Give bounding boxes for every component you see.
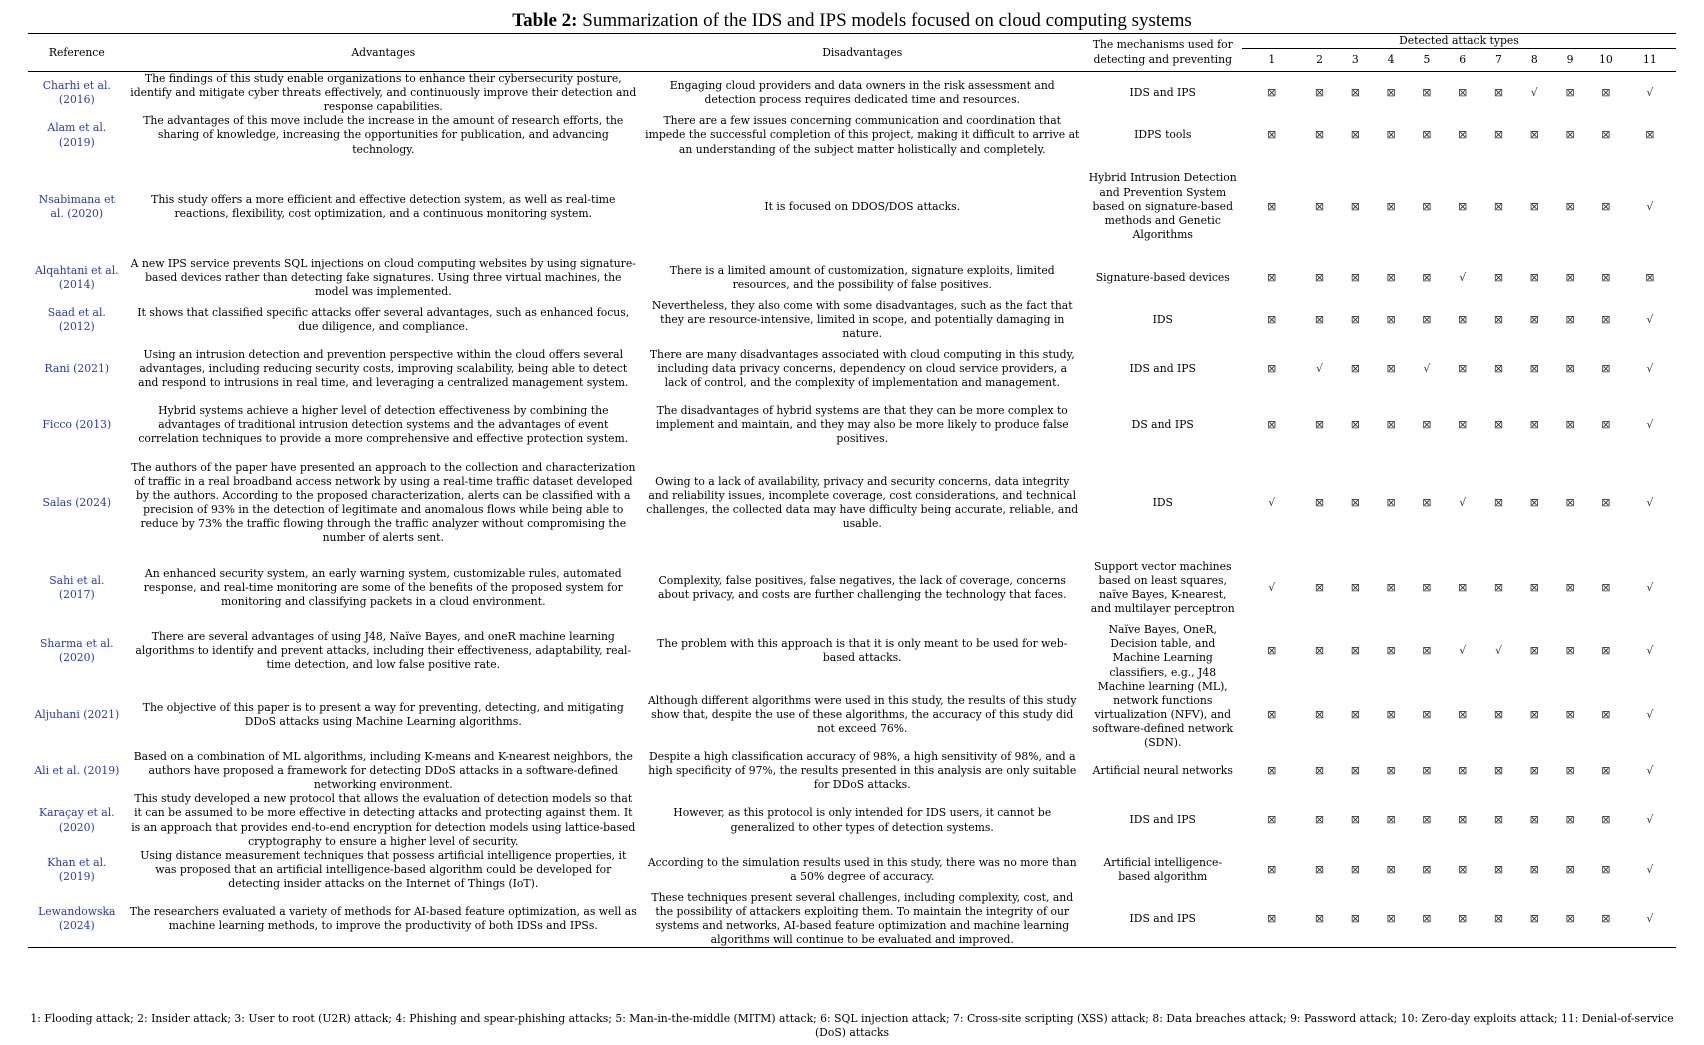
table-label: Table 2:	[512, 10, 578, 31]
header-attack-1: 1	[1242, 49, 1302, 72]
table-row	[28, 792, 1676, 848]
not-detected-box-mark: ⊠	[1601, 199, 1611, 213]
not-detected-box-mark: ⊠	[1565, 362, 1575, 376]
table-row	[28, 891, 1676, 948]
not-detected-box-mark: ⊠	[1314, 764, 1325, 778]
disadvantages-cell: There are a few issues concerning communication and coordination that impede the successful completion of this project, making it difficult to arrive at an understanding of the subject matter holistically and completely.	[645, 114, 1080, 156]
not-detected-box-mark: ⊠	[1422, 862, 1432, 876]
advantages-cell: The researchers evaluated a variety of methods for AI-based feature optimization, as well as machine learning methods, to improve the productivity of both IDSs and IPSs.	[126, 891, 641, 948]
not-detected-box-mark: ⊠	[1529, 862, 1539, 876]
not-detected-box-mark: ⊠	[1350, 496, 1360, 510]
not-detected-box-mark: ⊠	[1386, 581, 1396, 595]
not-detected-box-mark: ⊠	[1565, 764, 1575, 778]
not-detected-box-mark: ⊠	[1267, 644, 1277, 658]
not-detected-box-mark: ⊠	[1601, 128, 1611, 142]
advantages-cell: Hybrid systems achieve a higher level of detection effectiveness by combining the advantages of traditional intrusion detection systems and the advantages of event correlation techniques to provide a more comprehensive and effective protection system.	[138, 404, 629, 446]
not-detected-box-mark: ⊠	[1529, 764, 1539, 778]
not-detected-box-mark: ⊠	[1314, 418, 1325, 432]
not-detected-box-mark: ⊠	[1565, 86, 1575, 100]
not-detected-box-mark: ⊠	[1565, 199, 1575, 213]
advantages-cell: This study developed a new protocol that allows the evaluation of detection models so that it can be assumed to be more effective in detecting attacks and protecting against them. It is an approach that provides end-to-end encryption for detection models using lattice-based cryptography to ensure a higher level of security.	[131, 792, 636, 848]
advantages-cell: A new IPS service prevents SQL injections on cloud computing websites by using signature-based devices rather than detecting fake signatures. Using three virtual machines, the model was implemented.	[130, 256, 636, 298]
not-detected-box-mark: ⊠	[1458, 813, 1468, 827]
table-caption	[0, 10, 1704, 32]
not-detected-box-mark: ⊠	[1350, 644, 1360, 658]
not-detected-box-mark: ⊠	[1565, 496, 1575, 510]
not-detected-box-mark: ⊠	[1314, 313, 1325, 327]
not-detected-box-mark: ⊠	[1601, 86, 1611, 100]
not-detected-box-mark: ⊠	[1601, 270, 1611, 284]
disadvantages-cell: The problem with this approach is that it is only meant to be used for web-based attacks.	[657, 637, 1068, 665]
table-legend: 1: Flooding attack; 2: Insider attack; 3: User to root (U2R) attack; 4: Phishing and spear-phishing attacks; 5: Man-in-the-middle (MITM) attack; 6: SQL injection attack; 7: Cross-site scripting (XSS) attack; 8: Data breaches attack; 9: Password attack; 10: Zero-day exploits attack; 11: Denial-of-service (DoS) attacks	[30, 1012, 1674, 1039]
not-detected-box-mark: ⊠	[1493, 813, 1504, 827]
detected-check-mark: √	[1646, 644, 1654, 658]
reference-cell: Charhi et al. (2016)	[42, 79, 111, 107]
advantages-cell: There are several advantages of using J48, Naïve Bayes, and oneR machine learning algorithms to identify and prevent attacks, including their effectiveness, adaptability, real-time detection, and low false positive rate.	[135, 630, 632, 672]
disadvantages-cell: There are many disadvantages associated with cloud computing in this study, including data privacy concerns, dependency on cloud service providers, a lack of control, and the complexity of implementation and management.	[649, 348, 1075, 390]
detected-check-mark: √	[1624, 891, 1676, 948]
not-detected-box-mark: ⊠	[1565, 707, 1575, 721]
not-detected-box-mark: ⊠	[1386, 862, 1396, 876]
detected-check-mark: √	[1459, 270, 1467, 284]
detected-check-mark: √	[1646, 813, 1654, 827]
not-detected-box-mark: ⊠	[1267, 418, 1277, 432]
table-row	[28, 680, 1676, 750]
header-attack-4: 4	[1373, 49, 1409, 72]
not-detected-box-mark: ⊠	[1267, 86, 1277, 100]
not-detected-box-mark: ⊠	[1422, 764, 1432, 778]
mechanism-cell: Naïve Bayes, OneR, Decision table, and Machine Learning classifiers, e.g., J48	[1108, 623, 1217, 679]
table-row	[28, 157, 1676, 257]
disadvantages-cell: There is a limited amount of customization, signature exploits, limited resources, and the possibility of false positives.	[669, 263, 1055, 291]
not-detected-box-mark: ⊠	[1267, 362, 1277, 376]
not-detected-box-mark: ⊠	[1350, 128, 1360, 142]
not-detected-box-mark: ⊠	[1493, 707, 1504, 721]
not-detected-box-mark: ⊠	[1422, 496, 1432, 510]
not-detected-box-mark: ⊠	[1458, 128, 1468, 142]
not-detected-box-mark: ⊠	[1422, 86, 1432, 100]
not-detected-box-mark: ⊠	[1601, 764, 1611, 778]
disadvantages-cell: Complexity, false positives, false negatives, the lack of coverage, concerns about privacy, and costs are further challenging the technology that faces.	[657, 574, 1067, 602]
header-reference: Reference	[28, 34, 126, 72]
advantages-cell: It shows that classified specific attacks offer several advantages, such as enhanced focus, due diligence, and compliance.	[137, 305, 630, 334]
disadvantages-cell: It is focused on DDOS/DOS attacks.	[764, 199, 961, 213]
not-detected-box-mark: ⊠	[1267, 707, 1277, 721]
detected-check-mark: √	[1268, 496, 1276, 510]
detected-check-mark: √	[1646, 313, 1654, 327]
header-attack-10: 10	[1588, 49, 1624, 72]
header-attack-5: 5	[1409, 49, 1445, 72]
not-detected-box-mark: ⊠	[1267, 270, 1277, 284]
reference-cell: Sahi et al. (2017)	[49, 574, 105, 602]
detected-check-mark: √	[1316, 362, 1324, 376]
not-detected-box-mark: ⊠	[1458, 86, 1468, 100]
not-detected-box-mark: ⊠	[1565, 128, 1575, 142]
not-detected-box-mark: ⊠	[1565, 862, 1575, 876]
not-detected-box-mark: ⊠	[1314, 496, 1325, 510]
header-attack-9: 9	[1552, 49, 1588, 72]
not-detected-box-mark: ⊠	[1422, 270, 1432, 284]
mechanism-cell: Support vector machines based on least squares, naïve Bayes, K-nearest, and multilayer perceptron	[1090, 560, 1235, 616]
mechanism-cell: IDS and IPS	[1084, 891, 1242, 948]
not-detected-box-mark: ⊠	[1493, 313, 1504, 327]
not-detected-box-mark: ⊠	[1493, 418, 1504, 432]
detected-check-mark: √	[1268, 581, 1276, 595]
not-detected-box-mark: ⊠	[1458, 862, 1468, 876]
not-detected-box-mark: ⊠	[1350, 86, 1360, 100]
not-detected-box-mark: ⊠	[1386, 362, 1396, 376]
reference-cell: Ali et al. (2019)	[34, 764, 120, 778]
not-detected-box-mark: ⊠	[1493, 862, 1504, 876]
advantages-cell: Based on a combination of ML algorithms, including K-means and K-nearest neighbors, the authors have proposed a framework for detecting DDoS attacks in a software-defined networking environment.	[133, 750, 633, 792]
table-row	[28, 114, 1676, 156]
not-detected-box-mark: ⊠	[1458, 581, 1468, 595]
not-detected-box-mark: ⊠	[1529, 313, 1539, 327]
advantages-cell: An enhanced security system, an early warning system, customizable rules, automated response, and real-time monitoring are some of the benefits of the proposed system for monitoring and classifying packets in a cloud environment.	[143, 567, 623, 609]
not-detected-box-mark: ⊠	[1601, 644, 1611, 658]
not-detected-box-mark: ⊠	[1386, 128, 1396, 142]
table-title: Summarization of the IDS and IPS models focused on cloud computing systems	[577, 10, 1192, 31]
not-detected-box-mark: ⊠	[1350, 581, 1360, 595]
mechanism-cell: IDS	[1152, 496, 1173, 510]
detected-check-mark: √	[1646, 581, 1654, 595]
not-detected-box-mark: ⊠	[1409, 891, 1445, 948]
detected-check-mark: √	[1646, 862, 1654, 876]
detected-check-mark: √	[1646, 764, 1654, 778]
not-detected-box-mark: ⊠	[1493, 86, 1504, 100]
disadvantages-cell: Despite a high classification accuracy of 98%, a high sensitivity of 98%, and a high specificity of 97%, the results presented in this analysis are only suitable for DDoS attacks.	[648, 750, 1077, 792]
not-detected-box-mark: ⊠	[1267, 313, 1277, 327]
not-detected-box-mark: ⊠	[1422, 313, 1432, 327]
disadvantages-cell: Nevertheless, they also come with some disadvantages, such as the fact that they are resource-intensive, limited in scope, and potentially damaging in nature.	[651, 298, 1073, 341]
not-detected-box-mark: ⊠	[1314, 644, 1325, 658]
table-row	[28, 299, 1676, 341]
not-detected-box-mark: ⊠	[1242, 891, 1302, 948]
detected-check-mark: √	[1530, 86, 1538, 100]
not-detected-box-mark: ⊠	[1386, 644, 1396, 658]
table-row	[28, 553, 1676, 623]
mechanism-cell: DS and IPS	[1131, 418, 1194, 432]
detected-check-mark: √	[1646, 418, 1654, 432]
detected-check-mark: √	[1459, 644, 1467, 658]
reference-cell: Alam et al. (2019)	[47, 121, 107, 149]
not-detected-box-mark: ⊠	[1422, 581, 1432, 595]
mechanism-cell: Artificial neural networks	[1092, 764, 1233, 778]
not-detected-box-mark: ⊠	[1529, 362, 1539, 376]
reference-cell: Nsabimana et al. (2020)	[38, 192, 115, 220]
not-detected-box-mark: ⊠	[1529, 270, 1539, 284]
not-detected-box-mark: ⊠	[1565, 270, 1575, 284]
not-detected-box-mark: ⊠	[1314, 270, 1325, 284]
disadvantages-cell: According to the simulation results used in this study, there was no more than a 50% degree of accuracy.	[647, 855, 1077, 883]
header-disadvantages: Disadvantages	[641, 34, 1084, 72]
not-detected-box-mark: ⊠	[1601, 581, 1611, 595]
table-row	[28, 341, 1676, 397]
header-attack-7: 7	[1481, 49, 1517, 72]
not-detected-box-mark: ⊠	[1601, 813, 1611, 827]
reference-cell: Ficco (2013)	[42, 418, 112, 432]
not-detected-box-mark: ⊠	[1458, 199, 1468, 213]
not-detected-box-mark: ⊠	[1565, 581, 1575, 595]
disadvantages-cell: Although different algorithms were used in this study, the results of this study show that, despite the use of these algorithms, the accuracy of this study did not exceed 76%.	[647, 693, 1077, 735]
table-body	[28, 72, 1676, 948]
not-detected-box-mark: ⊠	[1386, 764, 1396, 778]
not-detected-box-mark: ⊠	[1645, 128, 1655, 142]
not-detected-box-mark: ⊠	[1422, 128, 1432, 142]
not-detected-box-mark: ⊠	[1350, 707, 1360, 721]
table-row	[28, 397, 1676, 453]
not-detected-box-mark: ⊠	[1529, 707, 1539, 721]
not-detected-box-mark: ⊠	[1529, 496, 1539, 510]
mechanism-cell: Machine learning (ML), network functions virtualization (NFV), and software-defined network (SDN).	[1092, 679, 1234, 749]
reference-cell: Salas (2024)	[42, 496, 112, 510]
not-detected-box-mark: ⊠	[1601, 362, 1611, 376]
not-detected-box-mark: ⊠	[1645, 270, 1655, 284]
detected-check-mark: √	[1646, 199, 1654, 213]
not-detected-box-mark: ⊠	[1458, 418, 1468, 432]
not-detected-box-mark: ⊠	[1529, 644, 1539, 658]
not-detected-box-mark: ⊠	[1601, 418, 1611, 432]
not-detected-box-mark: ⊠	[1267, 862, 1277, 876]
not-detected-box-mark: ⊠	[1422, 199, 1432, 213]
not-detected-box-mark: ⊠	[1314, 813, 1325, 827]
not-detected-box-mark: ⊠	[1386, 199, 1396, 213]
mechanism-cell: IDS and IPS	[1129, 362, 1196, 376]
not-detected-box-mark: ⊠	[1458, 764, 1468, 778]
disadvantages-cell: The disadvantages of hybrid systems are that they can be more complex to implement and maintain, and they may also be more likely to produce false positives.	[655, 404, 1069, 446]
not-detected-box-mark: ⊠	[1601, 313, 1611, 327]
not-detected-box-mark: ⊠	[1516, 891, 1552, 948]
not-detected-box-mark: ⊠	[1314, 86, 1325, 100]
not-detected-box-mark: ⊠	[1386, 270, 1396, 284]
not-detected-box-mark: ⊠	[1422, 813, 1432, 827]
not-detected-box-mark: ⊠	[1337, 891, 1373, 948]
not-detected-box-mark: ⊠	[1565, 644, 1575, 658]
advantages-cell: The objective of this paper is to present a way for preventing, detecting, and mitigating DDoS attacks using Machine Learning algorithms.	[142, 700, 624, 728]
header-mechanisms: The mechanisms used for detecting and preventing	[1084, 34, 1242, 72]
advantages-cell: Using distance measurement techniques that possess artificial intelligence properties, it was proposed that an artificial intelligence-based algorithm could be developed for detecting insider attacks on the Internet of Things (IoT).	[140, 848, 627, 890]
reference-cell: Aljuhani (2021)	[34, 707, 120, 721]
not-detected-box-mark: ⊠	[1350, 764, 1360, 778]
disadvantages-cell: Engaging cloud providers and data owners in the risk assessment and detection process requires dedicated time and resources.	[669, 79, 1055, 107]
not-detected-box-mark: ⊠	[1458, 707, 1468, 721]
not-detected-box-mark: ⊠	[1493, 199, 1504, 213]
header-attack-6: 6	[1445, 49, 1481, 72]
not-detected-box-mark: ⊠	[1350, 862, 1360, 876]
header-advantages: Advantages	[126, 34, 641, 72]
not-detected-box-mark: ⊠	[1493, 581, 1504, 595]
header-attack-8: 8	[1516, 49, 1552, 72]
not-detected-box-mark: ⊠	[1565, 313, 1575, 327]
not-detected-box-mark: ⊠	[1565, 418, 1575, 432]
not-detected-box-mark: ⊠	[1601, 707, 1611, 721]
not-detected-box-mark: ⊠	[1422, 418, 1432, 432]
not-detected-box-mark: ⊠	[1493, 764, 1504, 778]
advantages-cell: Using an intrusion detection and prevention perspective within the cloud offers several advantages, including reducing security costs, improving scalability, being able to detect and respond to intrusions in real time, and leveraging a centralized management system.	[138, 348, 629, 390]
not-detected-box-mark: ⊠	[1350, 199, 1360, 213]
reference-cell: Alqahtani et al. (2014)	[34, 263, 119, 291]
summary-table	[28, 33, 1676, 948]
not-detected-box-mark: ⊠	[1386, 707, 1396, 721]
not-detected-box-mark: ⊠	[1481, 891, 1517, 948]
not-detected-box-mark: ⊠	[1267, 128, 1277, 142]
not-detected-box-mark: ⊠	[1350, 313, 1360, 327]
mechanism-cell: Artificial intelligence-based algorithm	[1103, 855, 1223, 883]
reference-cell: Rani (2021)	[44, 362, 110, 376]
table-row	[28, 72, 1676, 115]
detected-check-mark: √	[1646, 707, 1654, 721]
not-detected-box-mark: ⊠	[1350, 813, 1360, 827]
reference-cell: Lewandowska (2024)	[28, 891, 126, 948]
detected-check-mark: √	[1646, 86, 1654, 100]
mechanism-cell: IDS and IPS	[1129, 86, 1196, 100]
table-row	[28, 750, 1676, 792]
not-detected-box-mark: ⊠	[1314, 581, 1325, 595]
disadvantages-cell: However, as this protocol is only intended for IDS users, it cannot be generalized to other types of detection systems.	[673, 806, 1052, 834]
not-detected-box-mark: ⊠	[1493, 362, 1504, 376]
not-detected-box-mark: ⊠	[1314, 128, 1325, 142]
not-detected-box-mark: ⊠	[1386, 496, 1396, 510]
advantages-cell: The advantages of this move include the increase in the amount of research efforts, the sharing of knowledge, increasing the opportunities for publication, and advancing technology.	[143, 114, 624, 156]
not-detected-box-mark: ⊠	[1386, 86, 1396, 100]
not-detected-box-mark: ⊠	[1601, 496, 1611, 510]
not-detected-box-mark: ⊠	[1493, 270, 1504, 284]
advantages-cell: This study offers a more efficient and effective detection system, as well as real-time reactions, flexibility, cost optimization, and a continuous monitoring system.	[151, 192, 616, 220]
not-detected-box-mark: ⊠	[1529, 128, 1539, 142]
not-detected-box-mark: ⊠	[1350, 418, 1360, 432]
not-detected-box-mark: ⊠	[1350, 362, 1360, 376]
not-detected-box-mark: ⊠	[1314, 707, 1325, 721]
not-detected-box-mark: ⊠	[1529, 581, 1539, 595]
not-detected-box-mark: ⊠	[1458, 313, 1468, 327]
not-detected-box-mark: ⊠	[1422, 644, 1432, 658]
not-detected-box-mark: ⊠	[1422, 707, 1432, 721]
not-detected-box-mark: ⊠	[1458, 362, 1468, 376]
not-detected-box-mark: ⊠	[1601, 862, 1611, 876]
not-detected-box-mark: ⊠	[1445, 891, 1481, 948]
not-detected-box-mark: ⊠	[1493, 496, 1504, 510]
disadvantages-cell: These techniques present several challenges, including complexity, cost, and the possibility of attackers exploiting them. To maintain the integrity of our systems and networks, AI-based feature optimization and machine learning algorithms will continue to be evaluated and improved.	[641, 891, 1084, 948]
not-detected-box-mark: ⊠	[1386, 813, 1396, 827]
not-detected-box-mark: ⊠	[1493, 128, 1504, 142]
table-row	[28, 453, 1676, 553]
table-row	[28, 257, 1676, 299]
detected-check-mark: √	[1494, 644, 1502, 658]
advantages-cell: The authors of the paper have presented an approach to the collection and characterization of traffic in a real broadband access network by using a real-time traffic dataset developed by the authors. According to the proposed characterization, alerts can be classified with a precision of 93% in the detection of legitimate and anomalous flows while being able to reduce by 73% the traffic flowing through the traffic analyzer without compromising the number of alerts sent.	[131, 460, 636, 545]
not-detected-box-mark: ⊠	[1373, 891, 1409, 948]
reference-cell: Sharma et al. (2020)	[40, 637, 114, 665]
mechanism-cell: IDS and IPS	[1129, 813, 1196, 827]
not-detected-box-mark: ⊠	[1314, 199, 1325, 213]
not-detected-box-mark: ⊠	[1565, 813, 1575, 827]
detected-check-mark: √	[1423, 362, 1431, 376]
not-detected-box-mark: ⊠	[1529, 813, 1539, 827]
not-detected-box-mark: ⊠	[1529, 199, 1539, 213]
mechanism-cell: IDPS tools	[1134, 128, 1192, 142]
not-detected-box-mark: ⊠	[1267, 199, 1277, 213]
not-detected-box-mark: ⊠	[1350, 270, 1360, 284]
not-detected-box-mark: ⊠	[1588, 891, 1624, 948]
disadvantages-cell: Owing to a lack of availability, privacy and security concerns, data integrity and reliability issues, incomplete coverage, cost considerations, and technical challenges, the collected data may have difficulty being accurate, reliable, and usable.	[646, 475, 1079, 531]
not-detected-box-mark: ⊠	[1552, 891, 1588, 948]
header-attack-11: 11	[1624, 49, 1676, 72]
mechanism-cell: Hybrid Intrusion Detection and Prevention System based on signature-based methods and Genetic Algorithms	[1088, 171, 1237, 241]
mechanism-cell: Signature-based devices	[1095, 270, 1230, 284]
not-detected-box-mark: ⊠	[1529, 418, 1539, 432]
not-detected-box-mark: ⊠	[1267, 764, 1277, 778]
not-detected-box-mark: ⊠	[1314, 862, 1325, 876]
header-attack-types: Detected attack types	[1242, 34, 1676, 49]
not-detected-box-mark: ⊠	[1302, 891, 1338, 948]
header-attack-3: 3	[1337, 49, 1373, 72]
not-detected-box-mark: ⊠	[1386, 313, 1396, 327]
table-row	[28, 623, 1676, 679]
reference-cell: Saad et al. (2012)	[47, 305, 106, 334]
mechanism-cell: IDS	[1152, 313, 1173, 327]
advantages-cell: The findings of this study enable organizations to enhance their cybersecurity posture, identify and mitigate cyber threats effectively, and continuously improve their detection and response capabilities.	[130, 72, 637, 114]
detected-check-mark: √	[1646, 496, 1654, 510]
detected-check-mark: √	[1459, 496, 1467, 510]
reference-cell: Karaçay et al. (2020)	[39, 806, 115, 834]
detected-check-mark: √	[1646, 362, 1654, 376]
not-detected-box-mark: ⊠	[1267, 813, 1277, 827]
not-detected-box-mark: ⊠	[1386, 418, 1396, 432]
reference-cell: Khan et al. (2019)	[47, 855, 107, 883]
header-attack-2: 2	[1302, 49, 1338, 72]
table-row	[28, 849, 1676, 891]
